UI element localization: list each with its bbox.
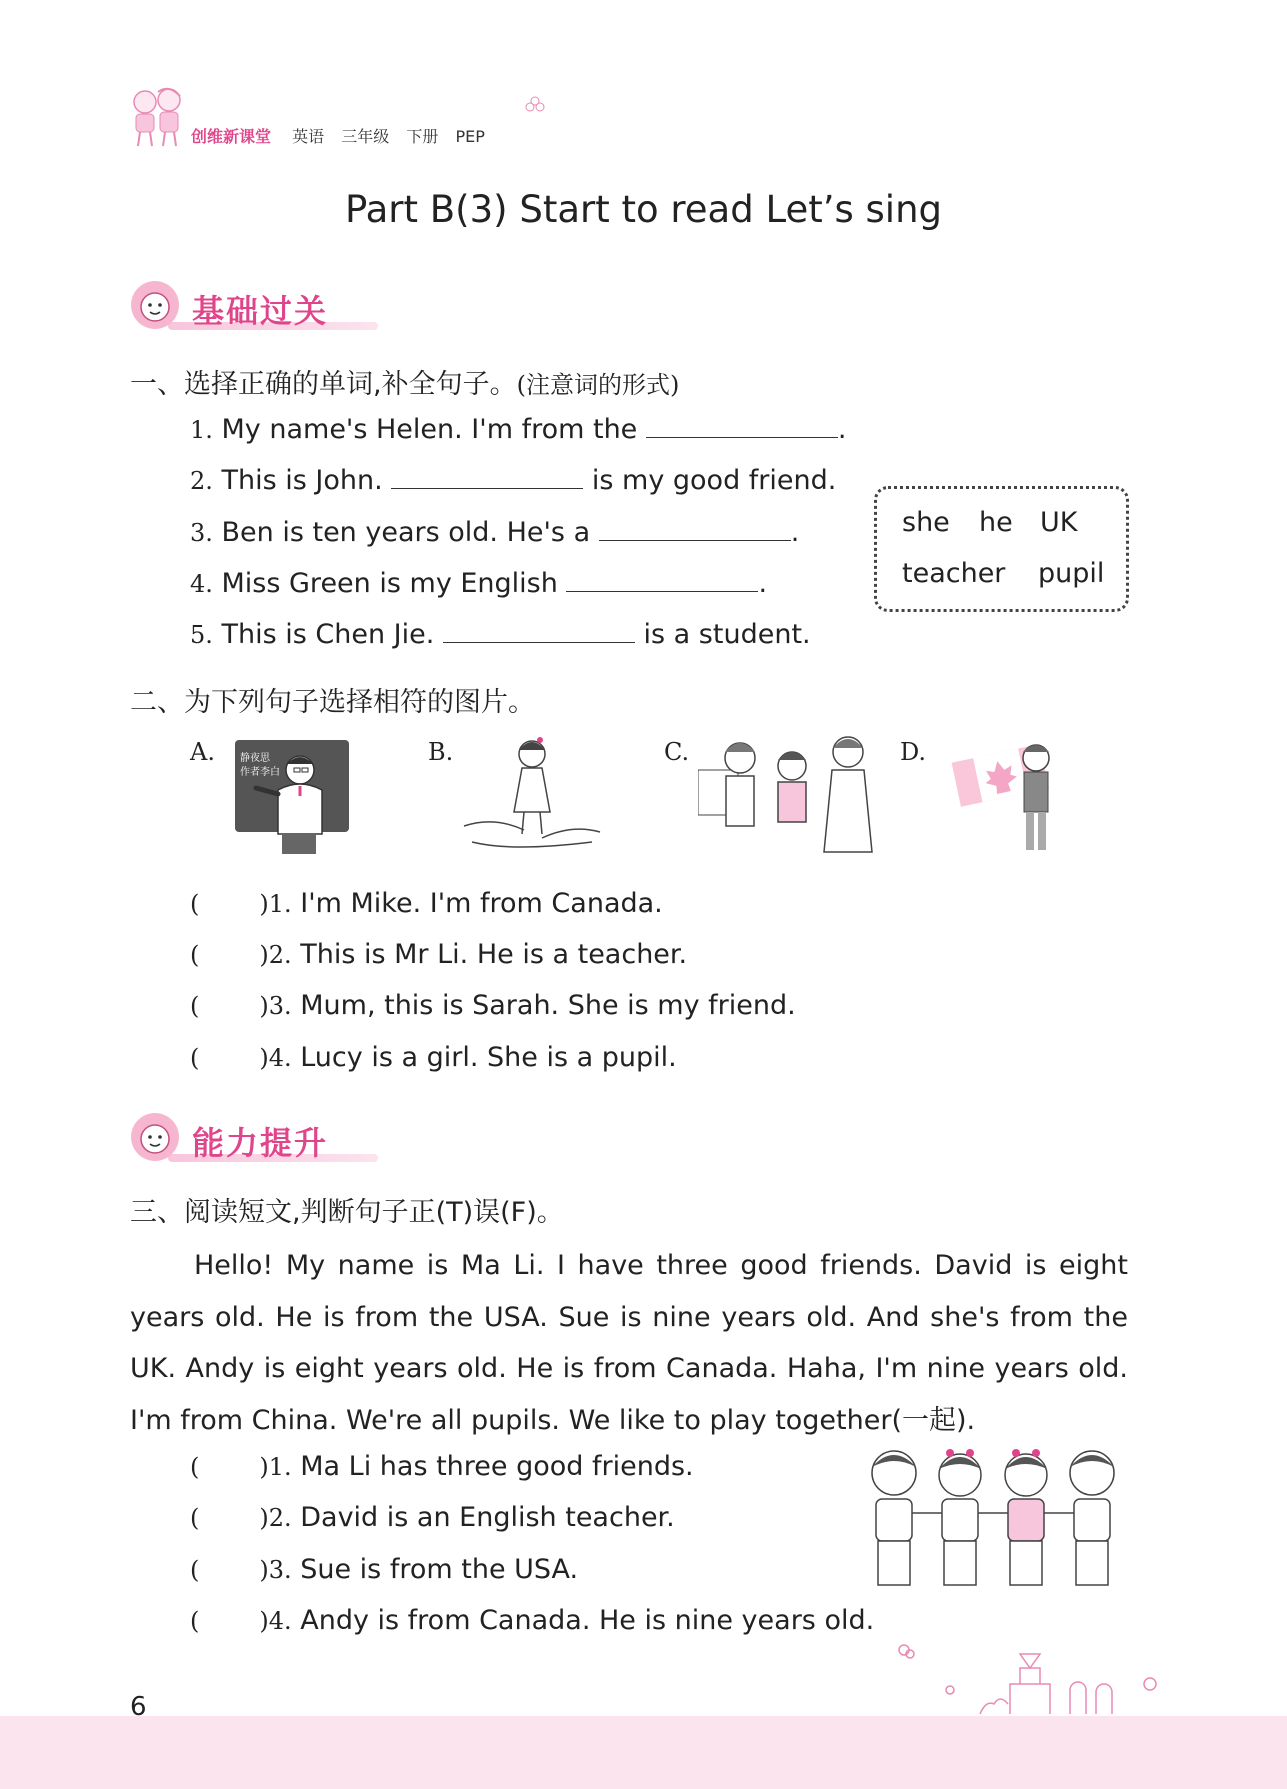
section-banner-basic [128, 278, 378, 332]
answer-blank[interactable] [566, 569, 758, 592]
match-item: ( )4. Lucy is a girl. She is a pupil. [190, 1042, 677, 1073]
true-false-item: ( )4. Andy is from Canada. He is nine years old. [190, 1605, 875, 1636]
flower-icon [525, 96, 545, 116]
fill-blank-item: 2. This is John. is my good friend. [190, 465, 837, 496]
kids-logo-icon [125, 84, 191, 150]
section-banner-advanced [128, 1110, 378, 1164]
header-text [191, 124, 497, 147]
fill-blank-item: 1. My name's Helen. I'm from the . [190, 414, 847, 445]
fill-blank-item: 5. This is Chen Jie. is a student. [190, 619, 811, 650]
footer-band [0, 1716, 1287, 1789]
grade: 三年级 [341, 127, 390, 146]
castle-footer-icon [880, 1640, 1170, 1716]
word-option: UK [1040, 507, 1078, 538]
answer-blank[interactable] [391, 466, 583, 489]
reading-passage: Hello! My name is Ma Li. I have three good friends. David is eight years old. He is from the USA. Sue is nine years old. And she's from the UK. Andy is eight years old. He is from Canada. Haha, I'm nine years old. I'm from China. We're all pupils. We like to play together(一起). [130, 1250, 1128, 1436]
word-option: teacher [902, 558, 1006, 589]
page-number: 6 [130, 1692, 147, 1722]
fill-blank-item: 4. Miss Green is my English . [190, 568, 768, 599]
question-1-instruction: 一、选择正确的单词,补全句子。 [130, 369, 517, 400]
option-d-label: D. [900, 738, 927, 766]
true-false-item: ( )3. Sue is from the USA. [190, 1554, 579, 1585]
option-a-label: A. [190, 738, 215, 766]
question-2-heading: 二、为下列句子选择相符的图片。 [130, 687, 535, 718]
girl-walking-illustration [462, 730, 602, 855]
subject: 英语 [292, 127, 325, 146]
page-header [125, 84, 545, 154]
page-title: Part B(3) Start to read Let’s sing [344, 188, 943, 231]
answer-blank[interactable] [646, 415, 838, 438]
true-false-item: ( )2. David is an English teacher. [190, 1502, 675, 1533]
banner-label: 能力提升 [192, 1124, 329, 1162]
answer-blank[interactable] [443, 620, 635, 643]
option-b-label: B. [428, 738, 454, 766]
match-item: ( )1. I'm Mike. I'm from Canada. [190, 888, 663, 919]
question-1-heading [130, 362, 679, 401]
question-1-note: (注意词的形式) [516, 371, 680, 399]
family-illustration [698, 730, 883, 855]
word-option: she [902, 507, 950, 538]
volume: 下册 [406, 127, 439, 146]
match-item: ( )3. Mum, this is Sarah. She is my friend. [190, 990, 796, 1021]
face-icon [128, 1110, 182, 1164]
answer-blank[interactable] [599, 518, 791, 541]
banner-label: 基础过关 [192, 292, 329, 330]
teacher-blackboard-illustration [232, 730, 352, 860]
word-option: pupil [1038, 558, 1105, 589]
match-item: ( )2. This is Mr Li. He is a teacher. [190, 939, 688, 970]
blackboard-writing: 静夜思 作者李白 [240, 753, 280, 778]
boy-canada-flag-illustration [950, 730, 1070, 855]
fill-blank-item: 3. Ben is ten years old. He's a . [190, 517, 800, 548]
true-false-item: ( )1. Ma Li has three good friends. [190, 1451, 694, 1482]
word-option: he [979, 507, 1013, 538]
face-icon [128, 278, 182, 332]
edition: PEP [455, 127, 485, 146]
four-friends-illustration [862, 1443, 1124, 1600]
option-c-label: C. [664, 738, 690, 766]
question-3-heading: 三、阅读短文,判断句子正(T)误(F)。 [130, 1197, 564, 1228]
brand-name: 创维新课堂 [191, 127, 272, 146]
word-box [874, 486, 1129, 612]
